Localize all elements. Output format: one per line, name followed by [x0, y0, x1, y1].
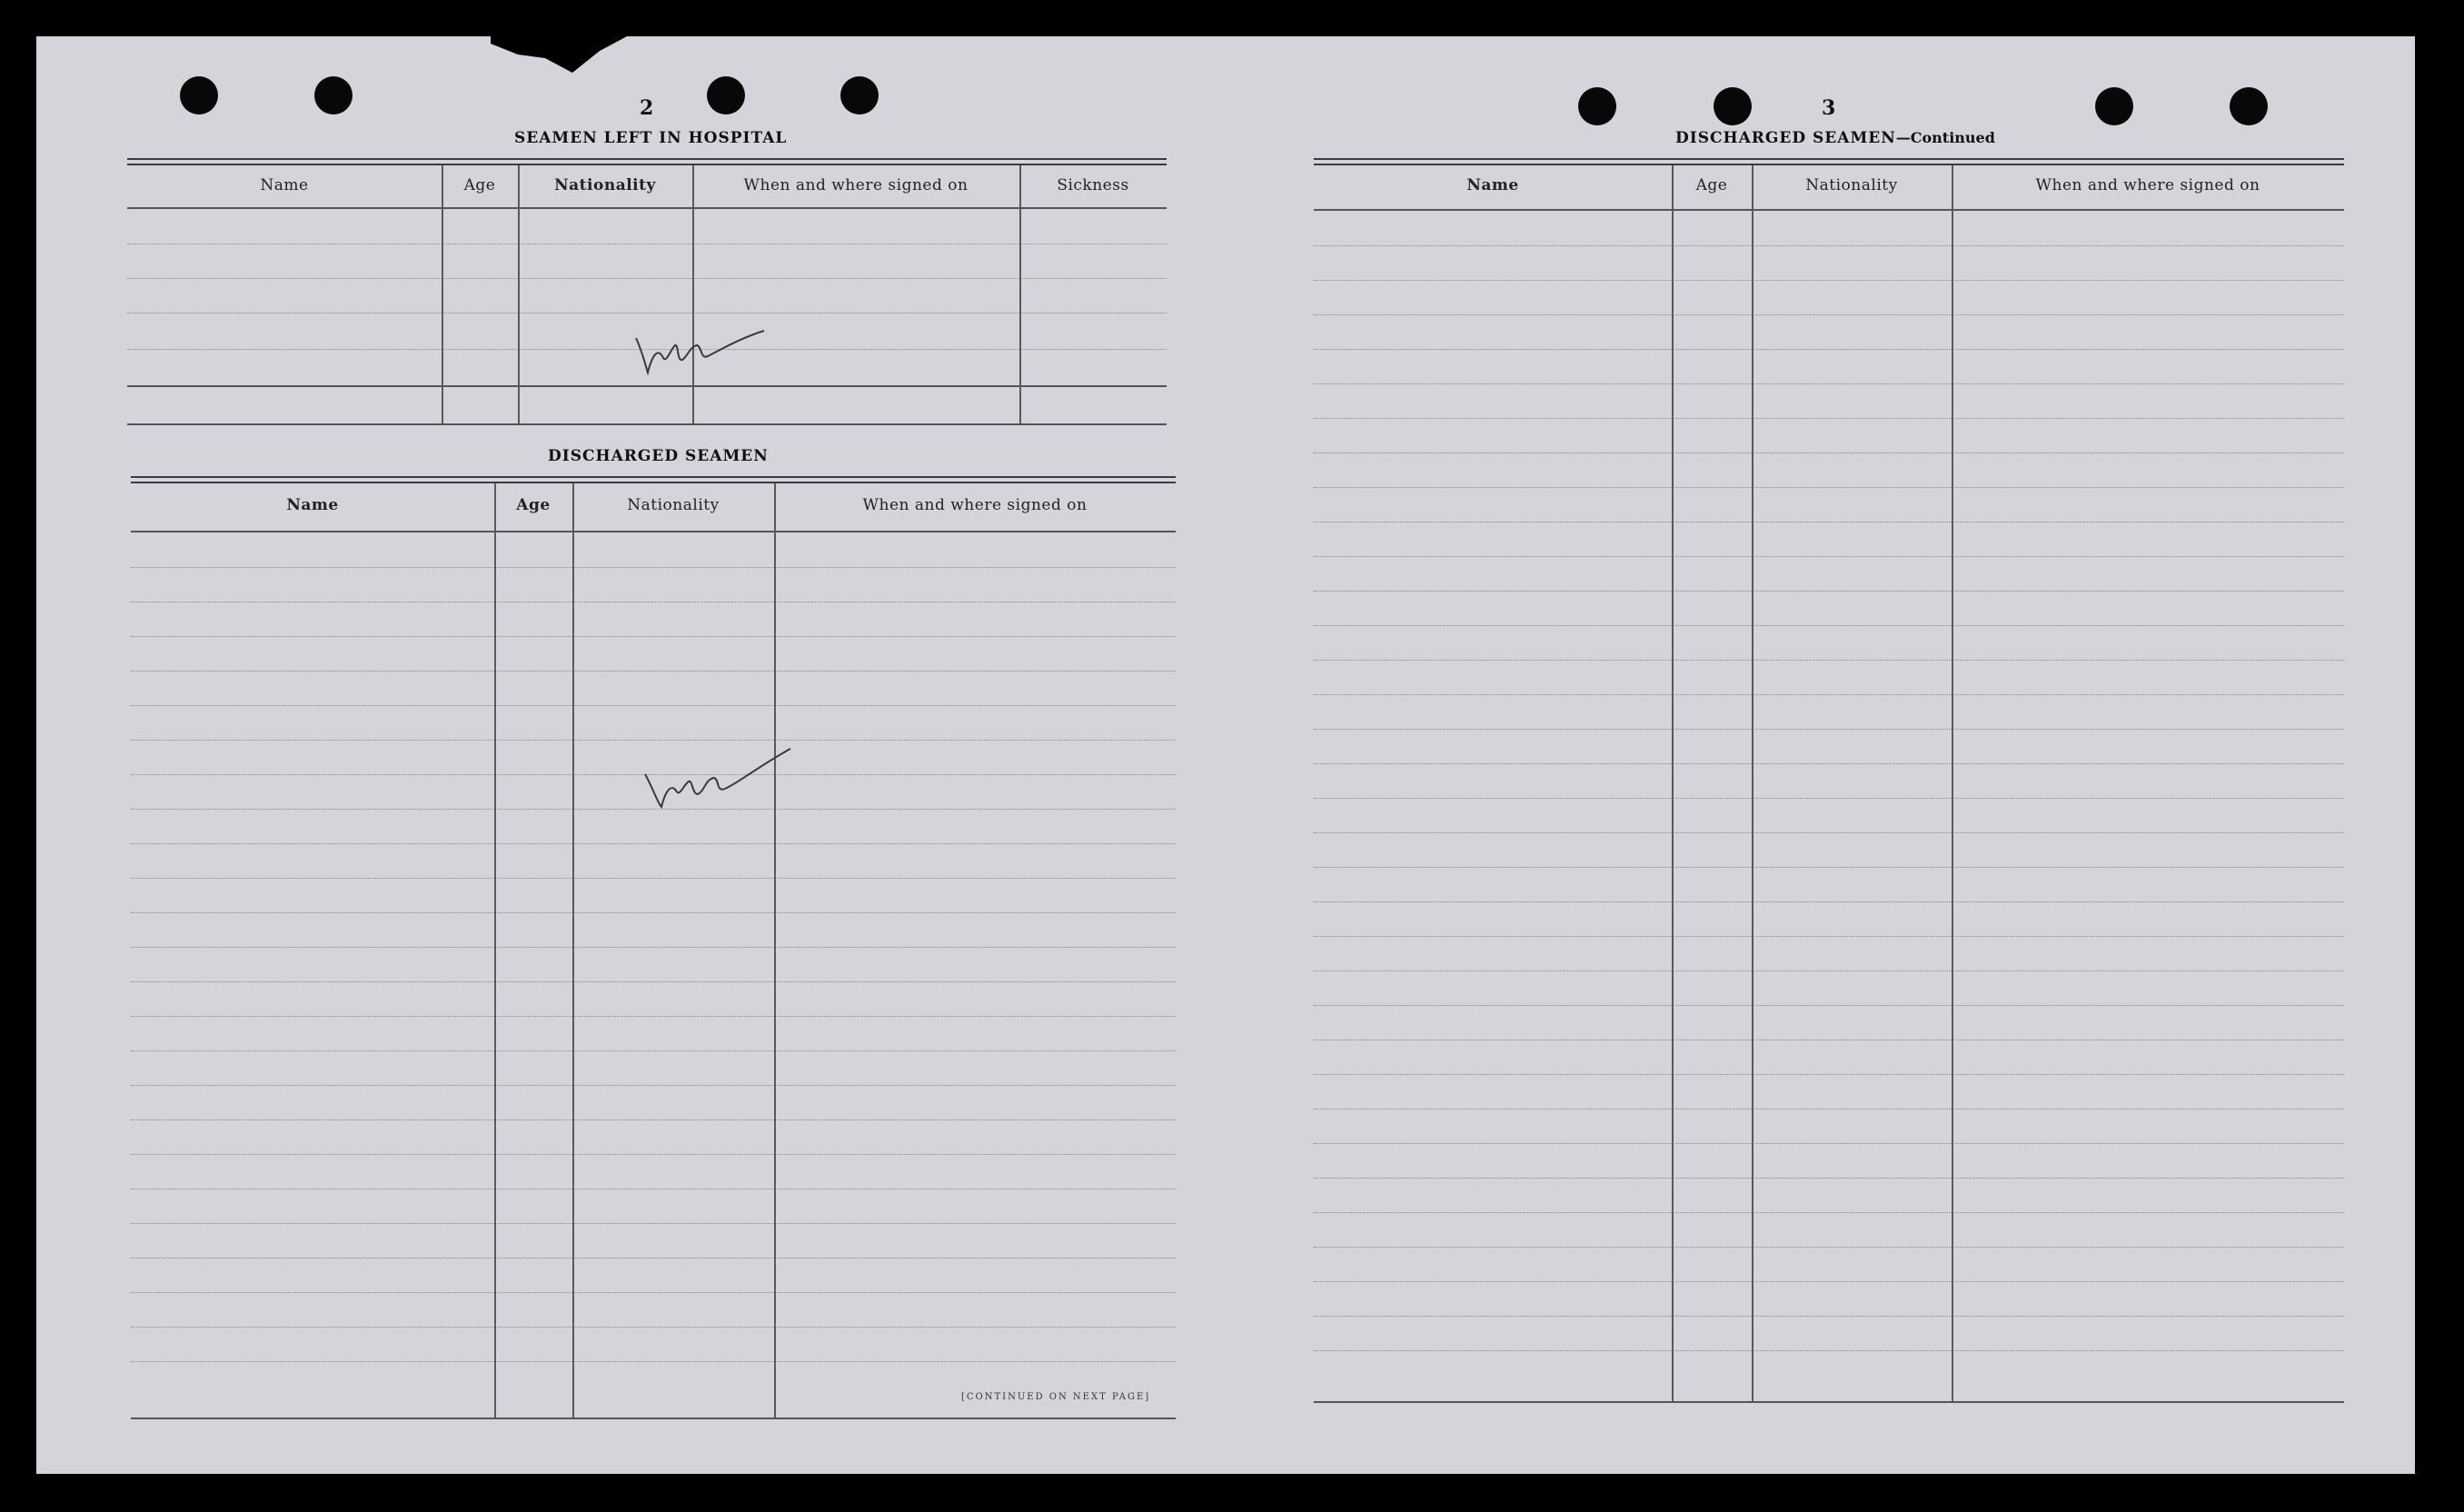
handwritten-none-entry [640, 731, 794, 812]
title-continued: —Continued [1895, 129, 1995, 146]
punch-hole [180, 76, 218, 114]
punch-hole [840, 76, 879, 114]
col-header-name: Name [1466, 176, 1519, 194]
col-header-nationality: Nationality [554, 176, 656, 194]
col-header-signed-on: When and where signed on [743, 176, 969, 194]
continued-note: [CONTINUED ON NEXT PAGE] [961, 1392, 1151, 1402]
col-header-nationality: Nationality [1805, 176, 1898, 194]
col-header-name: Name [260, 176, 309, 194]
punch-hole [314, 76, 353, 114]
discharged-section-title: DISCHARGED SEAMEN [548, 447, 769, 465]
punch-hole [1578, 87, 1616, 125]
punch-hole [2230, 87, 2268, 125]
hospital-section-title: SEAMEN LEFT IN HOSPITAL [514, 129, 788, 147]
page-number-left: 2 [640, 96, 654, 120]
discharged-continued-title [1675, 129, 1995, 147]
handwritten-none-entry [631, 320, 768, 383]
col-header-nationality: Nationality [627, 496, 720, 514]
col-header-age: Age [463, 176, 496, 194]
page-number-right: 3 [1822, 96, 1836, 120]
discharged-table [131, 476, 1176, 1430]
col-header-age: Age [516, 496, 551, 514]
discharged-continued-table [1314, 158, 2344, 1412]
col-header-signed-on: When and where signed on [2035, 176, 2260, 194]
manifest-sheet [36, 36, 2415, 1474]
torn-edge [491, 36, 627, 73]
title-main: DISCHARGED SEAMEN [1675, 129, 1896, 147]
col-header-age: Age [1695, 176, 1728, 194]
hospital-table [127, 158, 1167, 431]
punch-hole [1714, 87, 1752, 125]
col-header-name: Name [286, 496, 339, 514]
punch-hole [2095, 87, 2133, 125]
col-header-signed-on: When and where signed on [862, 496, 1088, 514]
punch-hole [707, 76, 745, 114]
col-header-sickness: Sickness [1057, 176, 1129, 194]
